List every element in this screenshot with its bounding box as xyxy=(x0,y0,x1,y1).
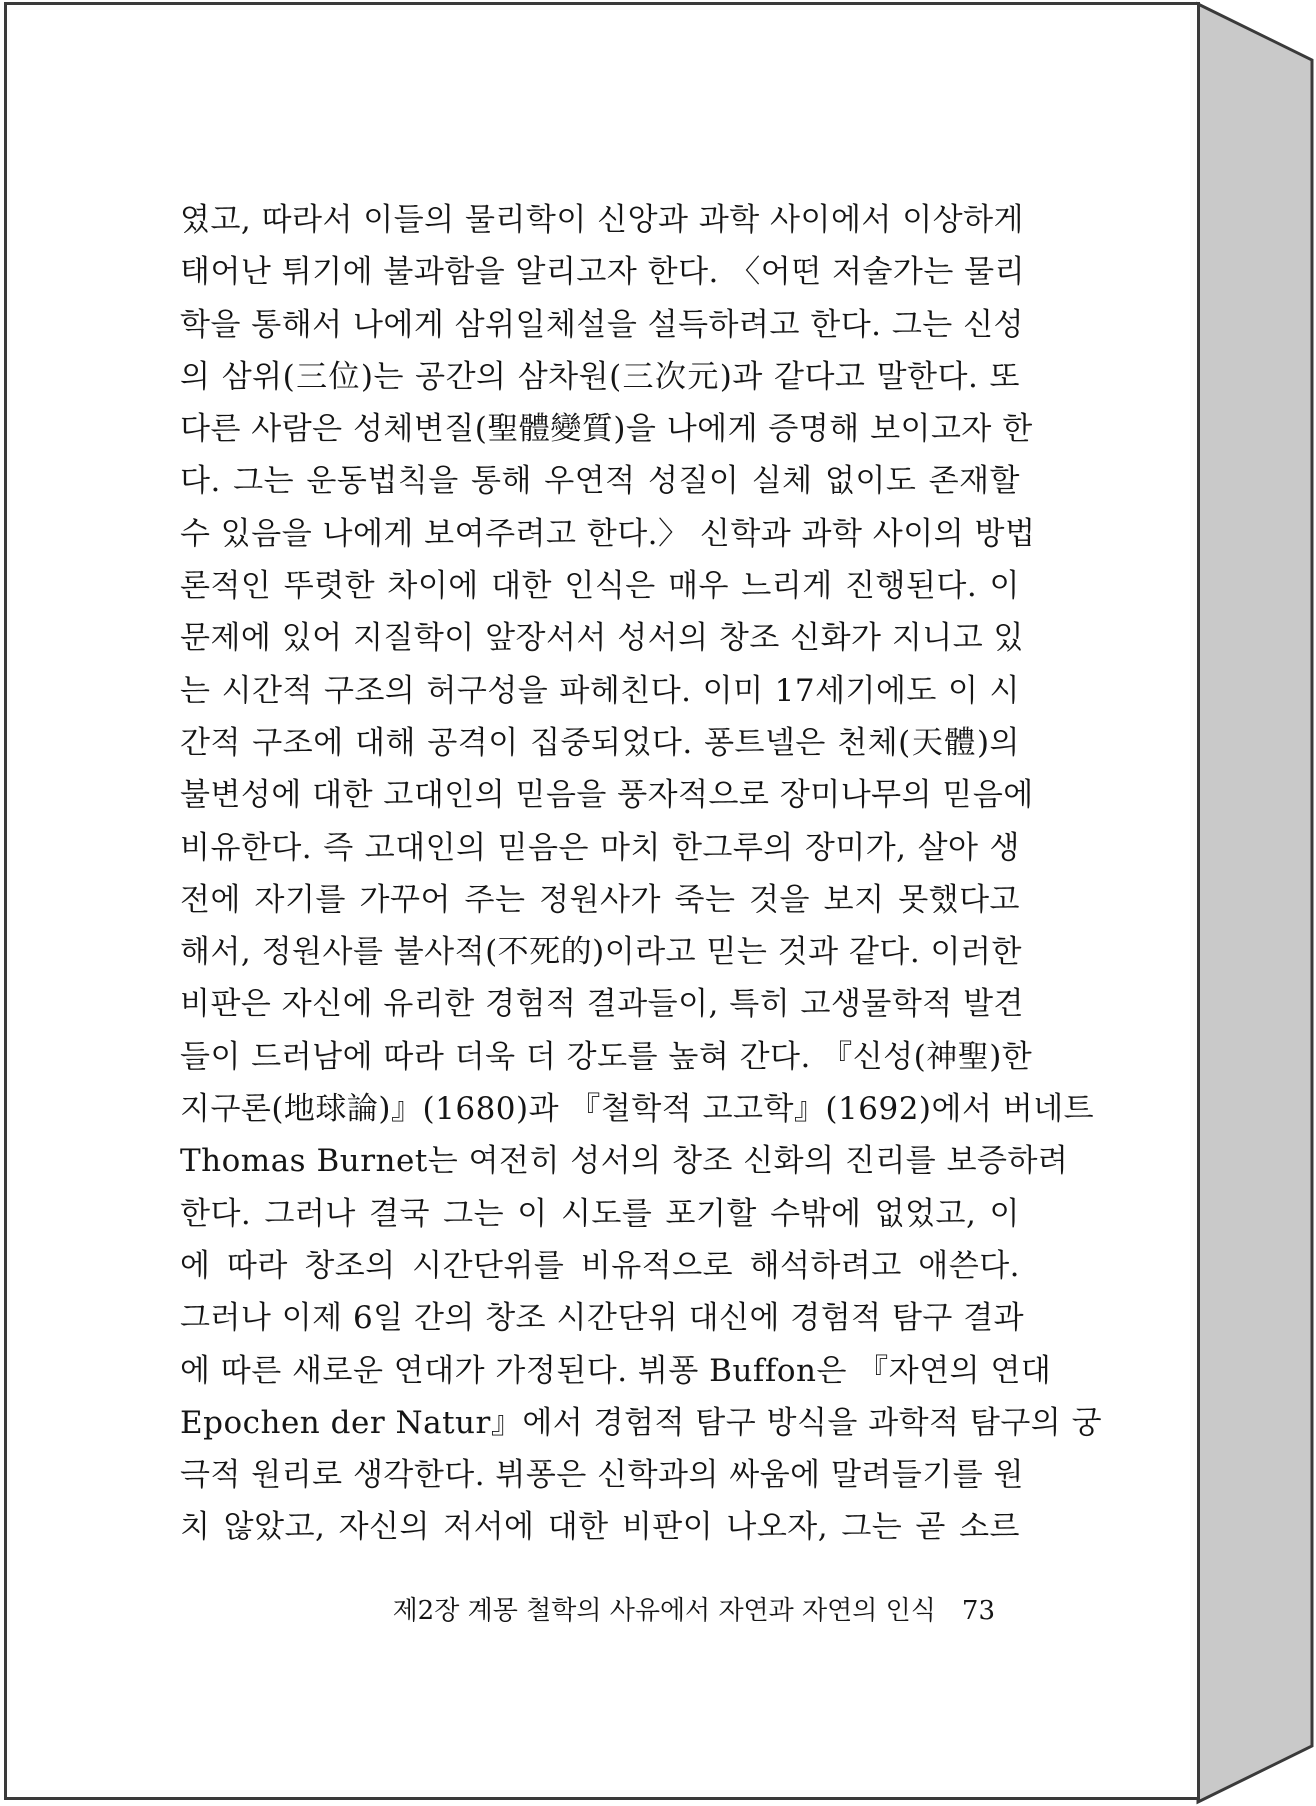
text-line: 비유한다. 즉 고대인의 믿음은 마치 한그루의 장미가, 살아 생 xyxy=(180,829,1020,866)
text-line: 에 따라 창조의 시간단위를 비유적으로 해석하려고 애쓴다. xyxy=(180,1247,1020,1284)
text-line: 의 삼위(三位)는 공간의 삼차원(三次元)과 같다고 말한다. 또 xyxy=(180,358,1020,395)
text-line: 그러나 이제 6일 간의 창조 시간단위 대신에 경험적 탐구 결과 xyxy=(180,1300,1025,1337)
text-line: Thomas Burnet는 여전히 성서의 창조 신화의 진리를 보증하려 xyxy=(180,1143,1069,1180)
text-line: 론적인 뚜렷한 차이에 대한 인식은 매우 느리게 진행된다. 이 xyxy=(180,568,1020,605)
text-line: 는 시간적 구조의 허구성을 파헤친다. 이미 17세기에도 이 시 xyxy=(180,672,1020,709)
text-line: 학을 통해서 나에게 삼위일체설을 설득하려고 한다. 그는 신성 xyxy=(180,306,1024,343)
text-line: 수 있음을 나에게 보여주려고 한다.〉 신학과 과학 사이의 방법 xyxy=(180,515,1036,552)
page-body-text xyxy=(180,194,1103,1554)
text-line: 에 따른 새로운 연대가 가정된다. 뷔퐁 Buffon은 『자연의 연대 xyxy=(180,1352,1052,1389)
text-line: 불변성에 대한 고대인의 믿음을 풍자적으로 장미나무의 믿음에 xyxy=(180,777,1034,814)
text-line: 한다. 그러나 결국 그는 이 시도를 포기할 수밖에 없었고, 이 xyxy=(180,1195,1020,1232)
text-line: 였고, 따라서 이들의 물리학이 신앙과 과학 사이에서 이상하게 xyxy=(180,202,1024,238)
text-line: 다른 사람은 성체변질(聖體變質)을 나에게 증명해 보이고자 한 xyxy=(180,411,1033,448)
running-head: 제2장 계몽 철학의 사유에서 자연과 자연의 인식 xyxy=(392,1596,936,1626)
text-line: 해서, 정원사를 불사적(不死的)이라고 믿는 것과 같다. 이러한 xyxy=(180,934,1022,971)
text-line: 간적 구조에 대해 공격이 집중되었다. 퐁트넬은 천체(天體)의 xyxy=(180,724,1020,761)
text-line: 태어난 튀기에 불과함을 알리고자 한다. 〈어떤 저술가는 물리 xyxy=(180,254,1026,291)
text-line: 극적 원리로 생각한다. 뷔퐁은 신학과의 싸움에 말려들기를 원 xyxy=(180,1457,1024,1494)
text-line: 비판은 자신에 유리한 경험적 결과들이, 특히 고생물학적 발견 xyxy=(180,986,1024,1023)
text-line: 문제에 있어 지질학이 앞장서서 성서의 창조 신화가 지니고 있 xyxy=(180,620,1024,657)
text-line: Epochen der Natur』에서 경험적 탐구 방식을 과학적 탐구의 궁 xyxy=(180,1404,1103,1441)
text-line: 다. 그는 운동법칙을 통해 우연적 성질이 실체 없이도 존재할 xyxy=(180,463,1020,500)
page-number: 73 xyxy=(961,1596,995,1626)
text-line: 들이 드러남에 따라 더욱 더 강도를 높혀 간다. 『신성(神聖)한 xyxy=(180,1038,1033,1075)
page-footer xyxy=(180,1590,995,1627)
text-line: 전에 자기를 가꾸어 주는 정원사가 죽는 것을 보지 못했다고 xyxy=(180,881,1020,918)
text-line: 지구론(地球論)』(1680)과 『철학적 고고학』(1692)에서 버네트 xyxy=(180,1091,1095,1128)
text-line: 치 않았고, 자신의 저서에 대한 비판이 나오자, 그는 곧 소르 xyxy=(180,1509,1020,1546)
